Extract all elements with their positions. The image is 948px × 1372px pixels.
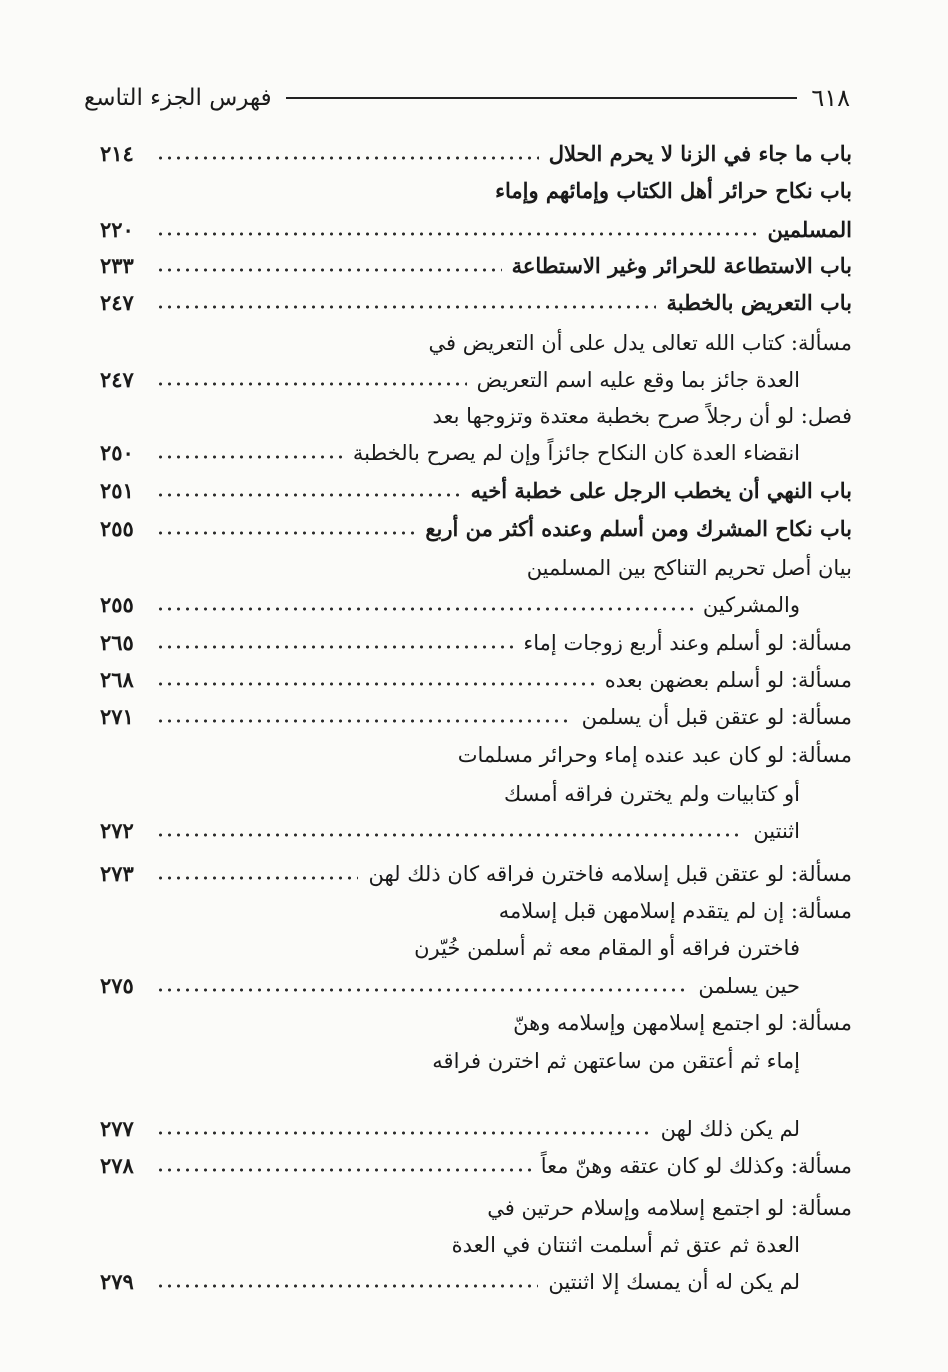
entry-text: مسألة: لو اجتمع إسلامه وإسلام حرتين في — [487, 1196, 852, 1220]
leader-dots — [156, 1168, 531, 1172]
entry-page: ٢٧١ — [100, 704, 134, 729]
index-entry — [100, 625, 852, 661]
entry-text: العدة جائز بما وقع عليه اسم التعريض — [476, 368, 800, 392]
index-entry — [100, 212, 852, 248]
entry-text: مسألة: لو اجتمع إسلامهن وإسلامه وهنّ — [513, 1011, 852, 1035]
index-entry — [100, 737, 852, 773]
index-entry — [100, 587, 852, 623]
index-entry — [100, 1043, 852, 1079]
entry-text: مسألة: إن لم يتقدم إسلامهن قبل إسلامه — [498, 899, 852, 923]
index-entry — [100, 398, 852, 434]
index-entry — [100, 856, 852, 892]
index-entry — [100, 473, 852, 509]
entry-text: أو كتابيات ولم يخترن فراقه أمسك — [504, 782, 800, 806]
entry-text: إماء ثم أعتقن من ساعتهن ثم اخترن فراقه — [432, 1049, 800, 1073]
entry-text: مسألة: كتاب الله تعالى يدل على أن التعريض في — [428, 331, 852, 355]
leader-dots — [156, 719, 572, 723]
entry-page: ٢٢٠ — [100, 217, 134, 242]
entry-text: باب النهي أن يخطب الرجل على خطبة أخيه — [470, 478, 852, 503]
entry-text: اثنتين — [753, 819, 800, 843]
index-entry — [100, 1148, 852, 1184]
index-entry — [100, 362, 852, 398]
entry-text: باب نكاح حرائر أهل الكتاب وإمائهم وإماء — [495, 178, 852, 203]
entry-text: باب الاستطاعة للحرائر وغير الاستطاعة — [511, 253, 852, 278]
entry-page: ٢٧٨ — [100, 1153, 134, 1178]
entry-page: ٢٧٢ — [100, 818, 134, 843]
page-title: فهرس الجزء التاسع — [84, 85, 272, 111]
entry-text: باب نكاح المشرك ومن أسلم وعنده أكثر من أربع — [425, 516, 852, 541]
entry-page: ٢٧٥ — [100, 973, 134, 998]
index-entry — [100, 136, 852, 172]
leader-dots — [156, 876, 358, 880]
leader-dots — [156, 493, 461, 497]
entry-page: ٢٧٣ — [100, 861, 134, 886]
entry-text: مسألة: لو أسلم بعضهن بعده — [604, 668, 852, 692]
entry-text: حين يسلمن — [698, 974, 800, 998]
index-entry — [100, 173, 852, 209]
entry-page: ٢٥١ — [100, 478, 134, 503]
index-entry — [100, 813, 852, 849]
index-entry — [100, 435, 852, 471]
entry-text: المسلمين — [767, 217, 852, 242]
index-entry — [100, 930, 852, 966]
leader-dots — [156, 833, 743, 837]
entry-text: والمشركين — [702, 593, 800, 617]
entry-page: ٢٥٥ — [100, 592, 134, 617]
entry-text: مسألة: لو عتقن قبل أن يسلمن — [581, 705, 852, 729]
entry-page: ٢٤٧ — [100, 290, 134, 315]
entry-text: مسألة: لو كان عبد عنده إماء وحرائر مسلمات — [457, 743, 852, 767]
index-entry — [100, 776, 852, 812]
index-entry — [100, 1227, 852, 1263]
leader-dots — [156, 988, 688, 992]
index-entry — [100, 550, 852, 586]
entry-page: ٢٥٠ — [100, 440, 134, 465]
index-entry — [100, 968, 852, 1004]
entry-text: مسألة: لو أسلم وعند أربع زوجات إماء — [523, 631, 852, 655]
index-entry — [100, 511, 852, 547]
entry-text: لم يكن ذلك لهن — [660, 1117, 800, 1141]
entry-text: فاخترن فراقه أو المقام معه ثم أسلمن خُيّرن — [414, 936, 800, 960]
entry-text: باب التعريض بالخطبة — [666, 290, 852, 315]
index-entry — [100, 1111, 852, 1147]
leader-dots — [156, 645, 513, 649]
entry-page: ٢٤٧ — [100, 367, 134, 392]
index-entry — [100, 248, 852, 284]
entry-page: ٢٦٨ — [100, 667, 134, 692]
index-entry — [100, 699, 852, 735]
leader-dots — [156, 455, 343, 459]
index-entry — [100, 1190, 852, 1226]
index-entry — [100, 893, 852, 929]
entry-text: مسألة: وكذلك لو كان عتقه وهنّ معاً — [540, 1154, 852, 1178]
index-entry — [100, 662, 852, 698]
entry-page: ٢٧٧ — [100, 1116, 134, 1141]
leader-dots — [156, 531, 415, 535]
entry-text: فصل: لو أن رجلاً صرح بخطبة معتدة وتزوجها بعد — [432, 404, 852, 428]
index-entry — [100, 285, 852, 321]
entry-page: ٢١٤ — [100, 141, 134, 166]
leader-dots — [156, 382, 467, 386]
leader-dots — [156, 1131, 651, 1135]
leader-dots — [156, 305, 656, 309]
entry-page: ٢٧٩ — [100, 1269, 134, 1294]
entry-text: بيان أصل تحريم التناكح بين المسلمين — [526, 556, 852, 580]
entry-text: لم يكن له أن يمسك إلا اثنتين — [548, 1270, 800, 1294]
entry-text: باب ما جاء في الزنا لا يحرم الحلال — [548, 141, 852, 166]
leader-dots — [156, 156, 539, 160]
leader-dots — [156, 1284, 538, 1288]
leader-dots — [156, 607, 693, 611]
entry-text: مسألة: لو عتقن قبل إسلامه فاخترن فراقه كان ذلك لهن — [368, 862, 852, 886]
leader-dots — [156, 268, 502, 272]
entry-text: انقضاء العدة كان النكاح جائزاً وإن لم يصرح بالخطبة — [352, 441, 800, 465]
entry-page: ٢٦٥ — [100, 630, 134, 655]
entry-text: العدة ثم عتق ثم أسلمت اثنتان في العدة — [451, 1233, 800, 1257]
page-number: ٦١٨ — [811, 84, 850, 112]
index-entry — [100, 1264, 852, 1300]
index-entry — [100, 325, 852, 361]
leader-dots — [156, 232, 757, 236]
leader-dots — [156, 682, 595, 686]
index-entry — [100, 1005, 852, 1041]
entry-page: ٢٣٣ — [100, 253, 134, 278]
entry-page: ٢٥٥ — [100, 516, 134, 541]
